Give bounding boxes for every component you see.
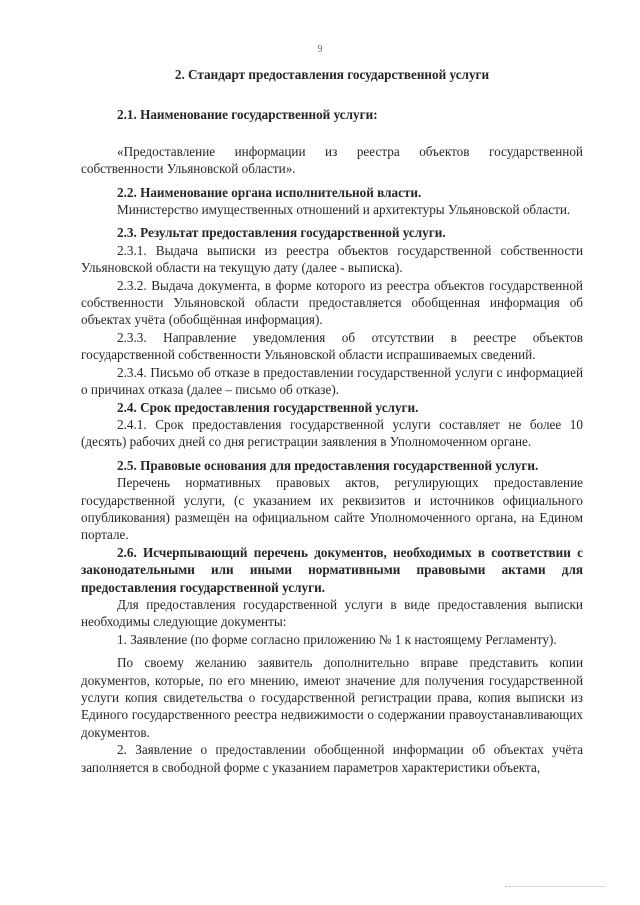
page-footer-mark [505,886,605,889]
paragraph-application: 1. Заявление (по форме согласно приложению № 1 к настоящему Регламенту). [117,631,557,647]
paragraph-optional-copies: По своему желанию заявитель дополнительно вправе представить копии документов, которые, по его мнению, имеют значение для получения государственной услуги копия свидетельства о государственной регистрации права, копия выписки из Единого государственного реестра недвижимости о содержании правоустанавливающих документов. [81,655,583,740]
paragraph-service-name: «Предоставление информации из реестра объектов государственной собственности Ульяновской области». [81,143,583,177]
section-title: 2. Стандарт предоставления государственной услуги [174,67,490,82]
page-number: 9 [317,44,323,55]
heading-2-3: 2.3. Результат предоставления государственной услуги. [117,225,446,241]
paragraph-ministry: Министерство имущественных отношений и архитектуры Ульяновской области. [117,202,571,218]
heading-2-2: 2.2. Наименование органа исполнительной власти. [117,184,422,200]
document-body [81,66,583,776]
heading-2-5: 2.5. Правовые основания для предоставления государственной услуги. [117,457,539,473]
paragraph-2-3-3: 2.3.3. Направление уведомления об отсутствии в реестре объектов государственной собственности Ульяновской области испрашиваемых сведений. [81,329,583,363]
paragraph-2-3-2: 2.3.2. Выдача документа, в форме которого из реестра объектов государственной собственности Ульяновской области предоставляется обобщенная информация об объектах учёта (обобщённая информация). [81,277,583,328]
heading-2-6: 2.6. Исчерпывающий перечень документов, необходимых в соответствии с законодательными или иными нормативными правовыми актами для предоставления государственной услуги. [81,544,583,595]
paragraph-legal-acts: Перечень нормативных правовых актов, регулирующих предоставление государственной услуги, (с указанием их реквизитов и источников официального опубликования) размещён на официальном сайте Уполномоченного органа, на Едином портале. [81,475,583,543]
paragraph-general-info-application: 2. Заявление о предоставлении обобщенной информации об объектах учёта заполняется в свободной форме с указанием параметров характеристики объекта, [81,742,583,775]
paragraph-2-3-4: 2.3.4. Письмо об отказе в предоставлении государственной услуги с информацией о причинах отказа (далее – письмо об отказе). [81,364,583,398]
heading-2-4: 2.4. Срок предоставления государственной услуги. [117,399,419,415]
heading-2-1: 2.1. Наименование государственной услуги: [117,107,378,123]
paragraph-2-3-1: 2.3.1. Выдача выписки из реестра объектов государственной собственности Ульяновской области на текущую дату (далее - выписка). [81,242,583,276]
paragraph-2-4-1: 2.4.1. Срок предоставления государственной услуги составляет не более 10 (десять) рабочих дней со дня регистрации заявления в Уполномоченном органе. [81,416,583,450]
paragraph-documents-intro: Для предоставления государственной услуги в виде предоставления выписки необходимы следующие документы: [81,596,583,630]
